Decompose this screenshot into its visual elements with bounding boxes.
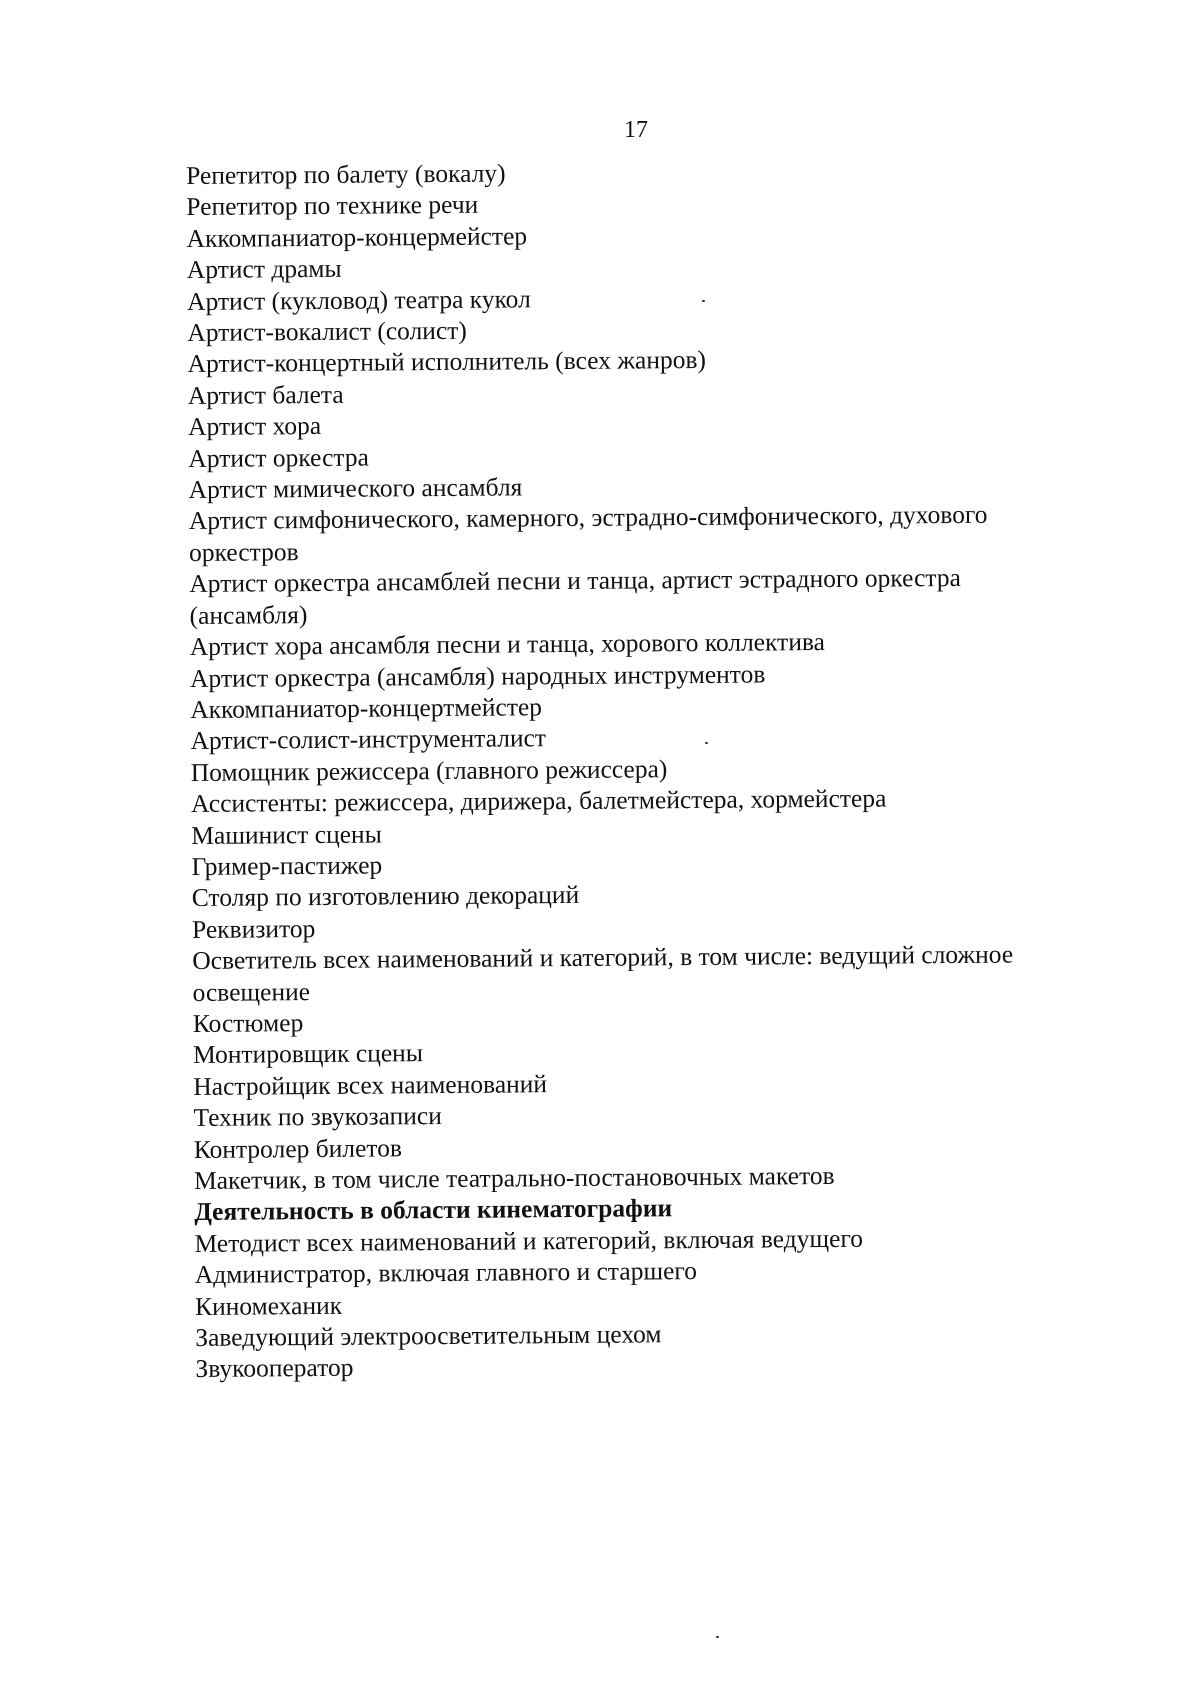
list-item: Костюмер: [192, 1008, 304, 1038]
list-item: Техник по звукозаписи: [193, 1101, 442, 1133]
scan-speck: [705, 742, 708, 744]
list-item: Аккомпаниатор-концертмейстер: [190, 692, 543, 724]
list-item: Артист хора ансамбля песни и танца, хорового коллектива: [189, 627, 826, 662]
list-item: Киномеханик: [194, 1290, 343, 1321]
list-item-continuation: оркестров: [188, 537, 299, 567]
list-item: Репетитор по балету (вокалу): [186, 158, 506, 190]
page-number: 17: [624, 117, 648, 143]
list-item: Артист симфонического, камерного, эстрадно-симфонического, духового: [188, 500, 988, 536]
list-item: Осветитель всех наименований и категорий, в том числе: ведущий сложное: [192, 939, 1014, 976]
list-item: Реквизитор: [191, 913, 316, 944]
list-item: Ассистенты: режиссера, дирижера, балетмейстера, хормейстера: [190, 783, 887, 819]
list-item-continuation: освещение: [192, 976, 311, 1007]
list-item: Артист драмы: [186, 254, 342, 285]
list-item: Артист-солист-инструменталист: [190, 723, 547, 756]
list-item: Аккомпаниатор-концермейстер: [186, 221, 528, 253]
list-item: Настройщик всех наименований: [193, 1068, 548, 1101]
list-item: Артист-концертный исполнитель (всех жанров): [187, 345, 707, 379]
list-item: Администратор, включая главного и старшего: [194, 1256, 698, 1290]
list-item: Контролер билетов: [193, 1132, 403, 1164]
list-item: Артист оркестра ансамблей песни и танца, артист эстрадного оркестра: [189, 563, 962, 599]
document-body: [186, 153, 1096, 1385]
list-item: Артист оркестра (ансамбля) народных инструментов: [189, 658, 766, 693]
list-item: Машинист сцены: [191, 819, 382, 850]
list-item: Заведующий электроосветительным цехом: [195, 1319, 662, 1352]
section-heading: Деятельность в области кинематографии: [194, 1193, 673, 1227]
list-item: Артист (кукловод) театра кукол: [186, 283, 531, 316]
list-item: Артист-вокалист (солист): [187, 315, 467, 348]
list-item: Гример-пастижер: [191, 850, 383, 881]
list-item: Артист мимического ансамбля: [188, 472, 523, 505]
list-item: Артист оркестра: [188, 442, 369, 473]
list-item: Репетитор по технике речи: [186, 190, 479, 222]
list-item-continuation: (ансамбля): [189, 599, 308, 630]
list-item: Монтировщик сцены: [192, 1038, 424, 1070]
scan-speck: [702, 300, 705, 302]
list-item: Звукооператор: [195, 1353, 354, 1384]
list-item: Помощник режиссера (главного режиссера): [190, 753, 668, 787]
list-item: Столяр по изготовлению декораций: [191, 880, 580, 913]
list-item: Артист хора: [187, 411, 322, 442]
list-item: Методист всех наименований и категорий, включая ведущего: [194, 1223, 864, 1258]
list-item: Артист балета: [187, 379, 344, 410]
scan-speck: [716, 1636, 719, 1638]
list-item: Макетчик, в том числе театрально-постановочных макетов: [193, 1160, 835, 1195]
